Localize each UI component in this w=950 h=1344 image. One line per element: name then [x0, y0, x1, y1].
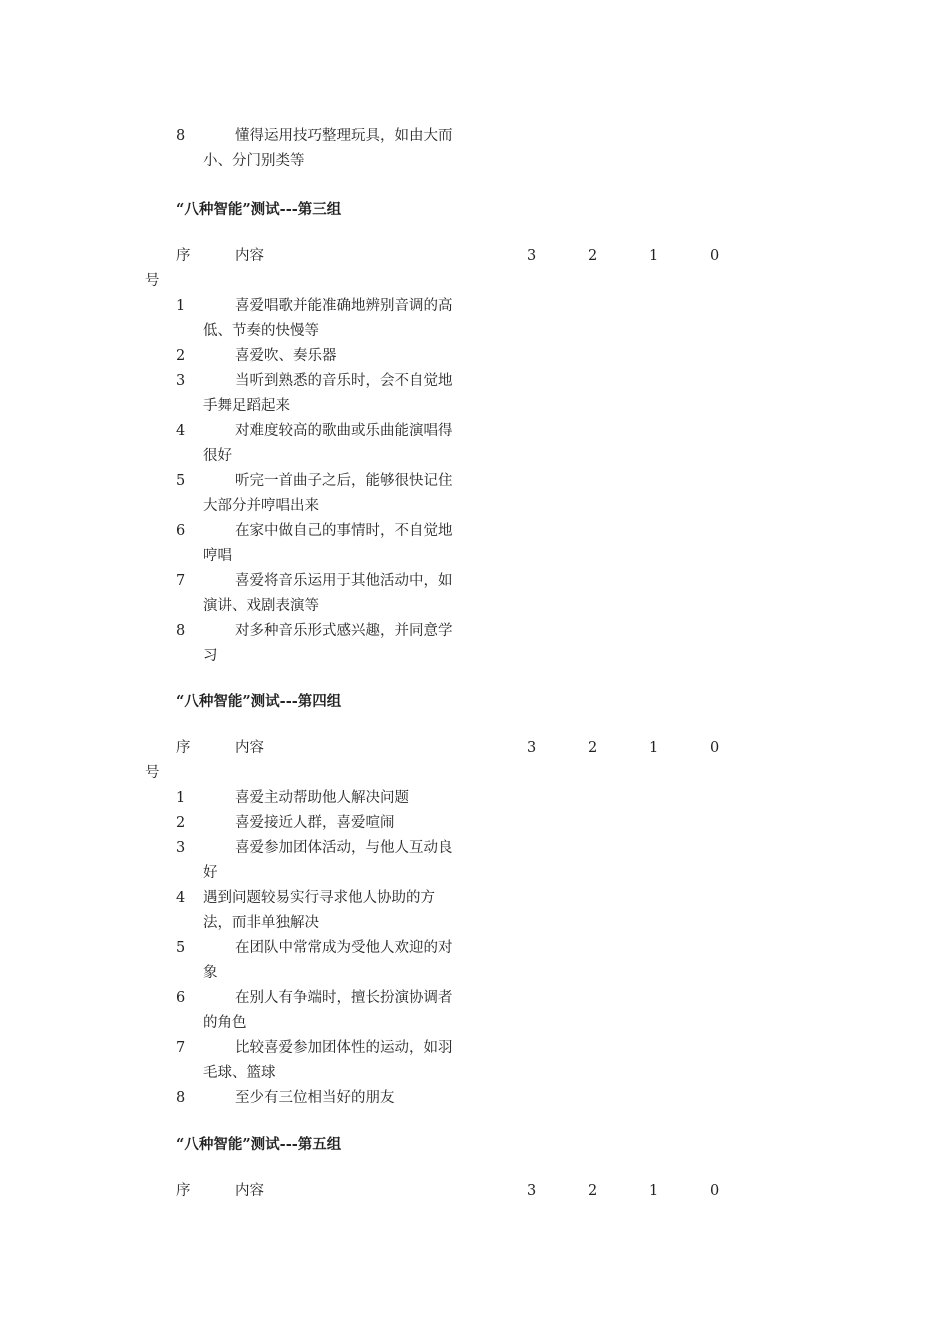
list-item	[176, 519, 453, 544]
item-text: 对多种音乐形式感兴趣，并同意学	[235, 623, 453, 639]
item-text-continued: 演讲、戏剧表演等	[203, 598, 319, 614]
header-score-3: 3	[527, 740, 537, 756]
item-text-continued: 大部分并哼唱出来	[203, 498, 319, 514]
item-text-continued: 手舞足蹈起来	[203, 398, 290, 414]
header-score-3: 3	[527, 248, 537, 264]
list-item	[176, 836, 453, 861]
list-item	[176, 786, 409, 811]
item-number: 6	[176, 990, 186, 1006]
item-number: 7	[176, 1040, 186, 1056]
item-text-continued: 习	[203, 648, 218, 664]
item-number: 1	[176, 298, 186, 314]
section-heading: “八种智能”测试---第五组	[176, 1136, 342, 1153]
header-content: 内容	[235, 248, 264, 264]
header-index-continued: 号	[145, 273, 160, 289]
item-number: 4	[176, 423, 186, 439]
item-text-continued: 法，而非单独解决	[203, 915, 319, 931]
list-item	[176, 419, 453, 444]
item-text: 懂得运用技巧整理玩具，如由大而	[235, 128, 453, 144]
list-item	[176, 1086, 395, 1111]
header-score-2: 2	[588, 1183, 598, 1199]
table-header	[176, 736, 736, 761]
table-header	[176, 1179, 736, 1204]
list-item	[176, 811, 395, 836]
section-heading: “八种智能”测试---第四组	[176, 693, 342, 710]
item-number: 2	[176, 815, 186, 831]
item-text: 喜爱主动帮助他人解决问题	[235, 790, 409, 806]
item-text-continued: 毛球、篮球	[203, 1065, 276, 1081]
item-number: 3	[176, 373, 186, 389]
item-number: 4	[176, 890, 186, 906]
list-item	[176, 936, 453, 961]
list-item	[176, 469, 453, 494]
item-text: 喜爱参加团体活动，与他人互动良	[235, 840, 453, 856]
item-number: 5	[176, 940, 186, 956]
item-text: 对难度较高的歌曲或乐曲能演唱得	[235, 423, 453, 439]
item-number: 8	[176, 623, 186, 639]
item-text: 喜爱吹、奏乐器	[235, 348, 337, 364]
header-score-1: 1	[649, 1183, 659, 1199]
item-text: 在别人有争端时，擅长扮演协调者	[235, 990, 453, 1006]
list-item	[176, 886, 435, 911]
item-text: 喜爱将音乐运用于其他活动中，如	[235, 573, 453, 589]
item-number: 8	[176, 1090, 186, 1106]
header-index-continued: 号	[145, 765, 160, 781]
list-item	[176, 124, 453, 149]
header-score-1: 1	[649, 248, 659, 264]
list-item	[176, 986, 453, 1011]
item-number: 7	[176, 573, 186, 589]
item-text-continued: 很好	[203, 448, 232, 464]
item-text-continued: 好	[203, 865, 218, 881]
item-text-continued: 的角色	[203, 1015, 247, 1031]
table-header	[176, 244, 736, 269]
item-text-continued: 低、节奏的快慢等	[203, 323, 319, 339]
header-score-0: 0	[710, 1183, 720, 1199]
header-score-2: 2	[588, 248, 598, 264]
header-score-0: 0	[710, 248, 720, 264]
item-number: 3	[176, 840, 186, 856]
item-text: 比较喜爱参加团体性的运动，如羽	[235, 1040, 453, 1056]
header-score-3: 3	[527, 1183, 537, 1199]
list-item	[176, 344, 337, 369]
item-text: 喜爱唱歌并能准确地辨别音调的高	[235, 298, 453, 314]
header-content: 内容	[235, 740, 264, 756]
header-score-2: 2	[588, 740, 598, 756]
item-text: 在家中做自己的事情时，不自觉地	[235, 523, 453, 539]
item-text-continued: 哼唱	[203, 548, 232, 564]
item-text: 听完一首曲子之后，能够很快记住	[235, 473, 453, 489]
item-text: 喜爱接近人群，喜爱喧闹	[235, 815, 395, 831]
item-number: 5	[176, 473, 186, 489]
header-index: 序	[176, 248, 191, 264]
item-number: 1	[176, 790, 186, 806]
item-text: 当听到熟悉的音乐时，会不自觉地	[235, 373, 453, 389]
list-item	[176, 619, 453, 644]
list-item	[176, 369, 453, 394]
header-index: 序	[176, 1183, 191, 1199]
list-item	[176, 1036, 453, 1061]
item-number: 2	[176, 348, 186, 364]
header-score-0: 0	[710, 740, 720, 756]
item-number: 6	[176, 523, 186, 539]
list-item	[176, 294, 453, 319]
item-text-continued: 象	[203, 965, 218, 981]
item-text: 遇到问题较易实行寻求他人协助的方	[203, 890, 435, 906]
header-content: 内容	[235, 1183, 264, 1199]
section-heading: “八种智能”测试---第三组	[176, 201, 342, 218]
item-number: 8	[176, 128, 186, 144]
header-score-1: 1	[649, 740, 659, 756]
header-index: 序	[176, 740, 191, 756]
item-text-continued: 小、分门别类等	[203, 153, 305, 169]
list-item	[176, 569, 453, 594]
item-text: 至少有三位相当好的朋友	[235, 1090, 395, 1106]
item-text: 在团队中常常成为受他人欢迎的对	[235, 940, 453, 956]
